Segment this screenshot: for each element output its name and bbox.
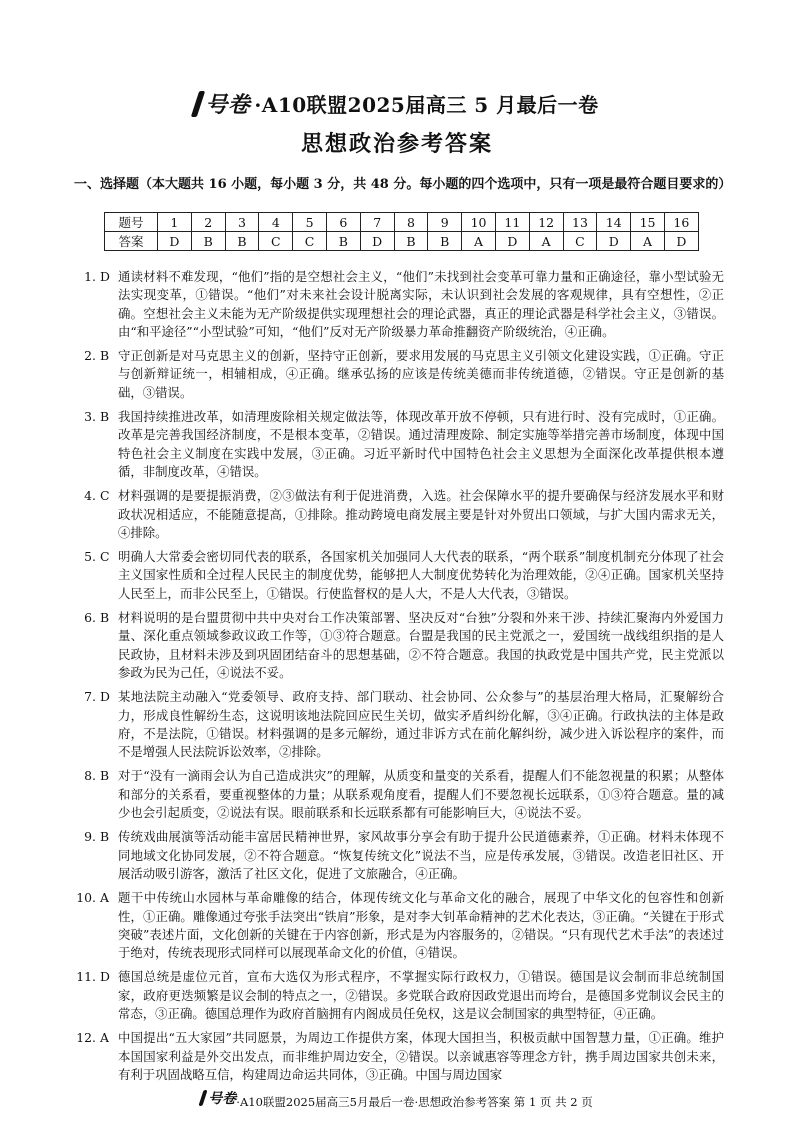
number-cell: 3: [225, 213, 259, 232]
item-text: 德国总统是虚位元首，宣布大选仅为形式程序，不掌握实际行政权力，①错误。德国是议会制而非总统制国家，政府更迭频繁是议会制的特点之一，②错误。多党联合政府因政党退出而垮台，是德国多党制议会民主的常态，③正确。德国总理作为政府首脑拥有内阁成员任免权，这是议会制国家的典型特征，④正确。: [118, 969, 724, 1021]
number-cell: 1: [158, 213, 192, 232]
explanation-item: [74, 268, 724, 341]
answer-cell: C: [563, 232, 597, 251]
item-answer: C: [100, 488, 110, 504]
item-answer: D: [100, 969, 110, 985]
answer-cell: B: [191, 232, 225, 251]
explanation-item: [74, 487, 724, 542]
footer-text: ·A10联盟2025届高三5月最后一卷·思想政治参考答案 第 1 页 共 2 页: [236, 1095, 593, 1109]
brand-logo-text: 号卷: [205, 92, 251, 118]
explanation-item: [74, 1029, 724, 1084]
answer-cell: B: [428, 232, 462, 251]
item-number: 9.: [84, 829, 96, 845]
brand-logo: [195, 88, 250, 119]
document-subtitle: 思想政治参考答案: [300, 130, 493, 157]
answer-table-answer-row: [105, 232, 699, 251]
item-text: 题干中传统山水园林与革命雕像的结合，体现传统文化与革命文化的融合，展现了中华文化的包容性和创新性，①正确。雕像通过夸张手法突出“铁肩”形象，是对李大钊革命精神的艺术化表达，③正确。“关键在于形式突破”表述片面，文化创新的关键在于内容创新，形式是为内容服务的，②错误。“只有现代艺术手法”的表述过于绝对，传统表现形式同样可以展现革命文化的价值，④错误。: [118, 890, 724, 961]
number-cell: 6: [326, 213, 360, 232]
number-cell: 14: [597, 213, 631, 232]
item-answer: B: [100, 829, 110, 845]
item-text: 材料说明的是台盟贯彻中共中央对台工作决策部署、坚决反对“台独”分裂和外来干涉、持续汇聚海内外爱国力量、深化重点领域参政议政工作等，①③符合题意。台盟是我国的民主党派之一，爱国统一战线组织指的是人民政协，且材料未涉及到巩固团结奋斗的思想基础，②不符合题意。我国的执政党是中国共产党，民主党派以参政为民为己任，④说法不妥。: [118, 610, 724, 680]
document-header: [0, 88, 794, 158]
item-answer: B: [100, 409, 110, 425]
item-number: 12.: [76, 1030, 96, 1046]
item-answer: B: [100, 348, 110, 364]
answer-table: [104, 212, 699, 251]
number-cell: 13: [563, 213, 597, 232]
item-number: 8.: [84, 768, 96, 784]
number-cell: 9: [428, 213, 462, 232]
explanation-item: [74, 609, 724, 682]
item-answer: D: [100, 689, 110, 705]
answer-cell: D: [597, 232, 631, 251]
page-footer: [0, 1088, 794, 1110]
row-label-number: 题号: [105, 213, 158, 232]
explanation-item: [74, 968, 724, 1023]
answer-cell: C: [293, 232, 327, 251]
explanation-item: [74, 688, 724, 761]
answer-table-number-row: [105, 213, 699, 232]
number-cell: 7: [360, 213, 394, 232]
answer-cell: D: [158, 232, 192, 251]
number-cell: 4: [259, 213, 293, 232]
answer-cell: B: [394, 232, 428, 251]
item-number: 7.: [84, 689, 96, 705]
answer-cell: D: [495, 232, 529, 251]
answer-cell: A: [529, 232, 563, 251]
item-number: 11.: [76, 969, 96, 985]
section-heading-text: 一、选择题（本大题共 16 小题，每小题 3 分，共 48 分。每小题的四个选项中，只有一项是最符合题目要求的）: [74, 177, 732, 192]
item-text: 通读材料不难发现，“他们”指的是空想社会主义，“他们”未找到社会变革可靠力量和正确途径，靠小型试验无法实现变革，①错误。“他们”对未来社会设计脱离实际，未认识到社会发展的客观规律，具有空想性，②正确。空想社会主义未能为无产阶级提供实现理想社会的理论武器，真正的理论武器是科学社会主义，③错误。由“和平途径”“小型试验”可知，“他们”反对无产阶级暴力革命推翻资产阶级统治，④正确。: [118, 269, 724, 339]
item-number: 4.: [84, 488, 96, 504]
number-cell: 15: [631, 213, 665, 232]
number-cell: 11: [495, 213, 529, 232]
item-answer: C: [100, 549, 110, 565]
item-number: 6.: [84, 610, 96, 626]
number-cell: 16: [664, 213, 698, 232]
answer-cell: D: [360, 232, 394, 251]
number-cell: 5: [293, 213, 327, 232]
explanation-item: [74, 548, 724, 603]
item-number: 3.: [84, 409, 96, 425]
item-number: 1.: [84, 269, 96, 284]
footer-logo: [201, 1088, 236, 1108]
item-text: 对于“没有一滴雨会认为自己造成洪灾”的理解，从质变和量变的关系看，提醒人们不能忽视量的积累；从整体和部分的关系看，要重视整体的力量；从联系观角度看，提醒人们不要忽视长远联系，①③符合题意。量的减少也会引起质变，②说法有误。眼前联系和长远联系都有可能影响巨大，④说法不妥。: [118, 768, 724, 821]
number-cell: 8: [394, 213, 428, 232]
exam-title: [195, 88, 598, 119]
footer-logo-text: 号卷: [208, 1091, 237, 1107]
number-cell: 12: [529, 213, 563, 232]
item-text: 中国提出“五大家园”共同愿景，为周边工作提供方案，体现大国担当，积极贡献中国智慧力量，①正确。维护本国国家利益是外交出发点，而非维护周边安全，②错误。以亲诚惠容等理念方针，携手周边国家共创未来，有利于巩固战略互信，构建周边命运共同体，③正确。中国与周边国家: [118, 1030, 724, 1082]
item-number: 10.: [76, 890, 96, 906]
number-cell: 2: [191, 213, 225, 232]
item-number: 2.: [84, 348, 96, 364]
exam-title-text: ·A10联盟2025届高三 5 月最后一卷: [254, 93, 599, 117]
answer-cell: B: [326, 232, 360, 251]
item-text: 明确人大常委会密切同代表的联系，各国家机关加强同人大代表的联系，“两个联系”制度机制充分体现了社会主义国家性质和全过程人民民主的制度优势，能够把人大制度优势转化为治理效能，②④正确。国家机关坚持人民至上，而非公民至上，①错误。行使监督权的是人大，不是人大代表，③错误。: [118, 549, 724, 601]
answer-cell: B: [225, 232, 259, 251]
item-text: 传统戏曲展演等活动能丰富居民精神世界，家风故事分享会有助于提升公民道德素养，①正确。材料未体现不同地域文化协同发展，②不符合题意。“恢复传统文化”说法不当，应是传承发展，③错误。改造老旧社区、开展活动吸引游客，激活了社区文化，促进了文旅融合，④正确。: [118, 829, 724, 881]
item-answer: B: [100, 610, 110, 626]
footer-logo-mark-icon: [199, 1090, 208, 1106]
row-label-answer: 答案: [105, 232, 158, 251]
item-answer: B: [100, 768, 110, 784]
answer-cell: D: [664, 232, 698, 251]
item-text: 我国持续推进改革，如清理废除相关规定做法等，体现改革开放不停顿，只有进行时、没有完成时，①正确。改革是完善我国经济制度，不是根本变革，②错误。通过清理废除、制定实施等举措完善市场制度，体现中国特色社会主义制度在实践中发展，③正确。习近平新时代中国特色社会主义思想为全面深化改革提供根本遵循，非制度改革，④错误。: [118, 409, 724, 479]
explanation-item: [74, 408, 724, 481]
explanation-item: [74, 347, 724, 402]
item-answer: A: [100, 1030, 109, 1046]
answer-cell: A: [631, 232, 665, 251]
number-cell: 10: [462, 213, 496, 232]
item-number: 5.: [84, 549, 96, 565]
explanation-item: [74, 889, 724, 962]
item-text: 某地法院主动融入“党委领导、政府支持、部门联动、社会协同、公众参与”的基层治理大格局，汇聚解纷合力，形成良性解纷生态，这说明该地法院回应民生关切，做实矛盾纠纷化解，③④正确。行政执法的主体是政府，不是法院，①错误。材料强调的是多元解纷，通过非诉方式在前化解纠纷，减少进入诉讼程序的案件，而不是增强人民法院诉讼效率，②排除。: [118, 689, 724, 760]
item-text: 材料强调的是要提振消费，②③做法有利于促进消费，入选。社会保障水平的提升要确保与经济发展水平和财政状况相适应，不能随意提高，①排除。推动跨境电商发展主要是针对外贸出口领域，与扩大国内需求无关，④排除。: [118, 488, 724, 540]
explanation-item: [74, 767, 724, 822]
section-heading-choice: [74, 176, 734, 193]
answer-cell: A: [462, 232, 496, 251]
brand-logo-mark-icon: [191, 91, 205, 117]
explanation-item: [74, 828, 724, 883]
item-text: 守正创新是对马克思主义的创新，坚持守正创新，要求用发展的马克思主义引领文化建设实践，①正确。守正与创新辩证统一，相辅相成，④正确。继承弘扬的应该是传统美德而非传统道德，②错误。守正是创新的基础，③错误。: [118, 348, 724, 400]
explanation-list: [74, 268, 724, 1090]
item-answer: A: [100, 890, 109, 906]
item-answer: D: [100, 269, 110, 284]
answer-cell: C: [259, 232, 293, 251]
